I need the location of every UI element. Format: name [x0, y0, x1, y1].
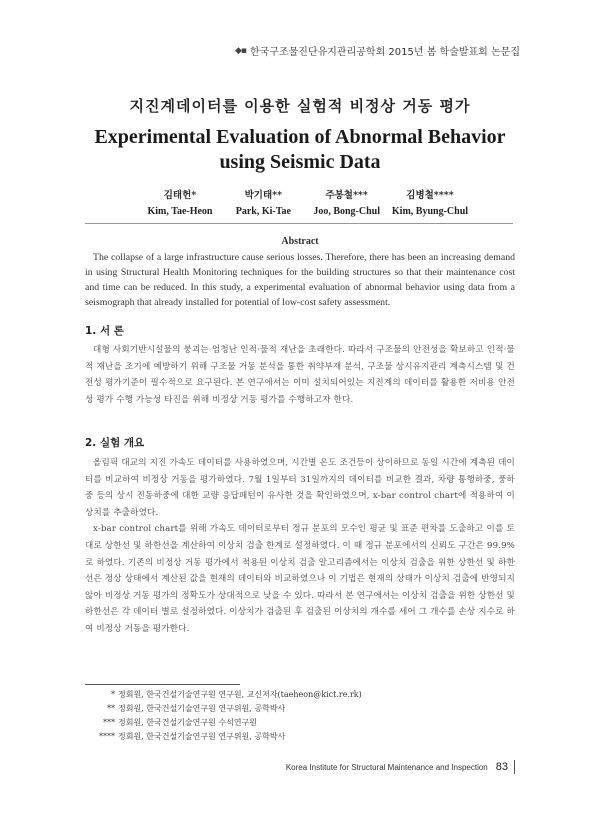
author-name-korean: 김태헌*: [163, 190, 197, 201]
journal-title: 한국구조물진단유지관리공학회 2015년 봄 학술발표회 논문집: [249, 47, 520, 58]
author-name-english: Joo, Bong-Chul: [313, 206, 380, 217]
title-divider: [85, 223, 513, 224]
author: [307, 187, 387, 217]
footnote-mark: ***: [103, 718, 115, 727]
footer-divider: [514, 760, 515, 774]
footnote-mark: **: [107, 704, 115, 713]
author-list: [140, 187, 470, 217]
footer-institution: Korea Institute for Structural Maintenance and Inspection: [285, 762, 488, 772]
page-number: 83: [495, 761, 508, 773]
footnote-divider: [85, 684, 240, 685]
footnote-text: 정회원, 한국건설기술연구원 수석연구원: [118, 718, 258, 727]
page-footer: [286, 760, 515, 774]
footnote: [85, 688, 362, 702]
author-name-english: Kim, Tae-Heon: [147, 206, 213, 217]
paragraph: 대형 사회기반시설물의 붕괴는 엄청난 인적·물적 재난을 초래한다. 따라서 구조물의 안전성을 확보하고 인적·물적 재난을 조기에 예방하기 위해 구조물 거동 분석을 통한 취약부재 분석, 구조물 상시유지관리 계측시스템 및 건전성 평가기준이 필수적으로 요구된다. 본 연구에서는 이미 설치되어있는 지진계의 데이터를 활용한 저비용 안전성 평가 수행 가능성 타진을 위해 비정상 거동 평가를 수행하고자 한다.: [85, 345, 515, 405]
section-2-heading: 2. 실험 개요: [85, 437, 145, 449]
footnote-text: 정회원, 한국건설기술연구원 연구위원, 공학박사: [118, 704, 286, 713]
journal-logo-icon: ◆▪: [234, 45, 246, 56]
section-2-body: [85, 455, 515, 638]
footnote: [85, 702, 362, 716]
journal-header: [235, 43, 520, 58]
author-name-korean: 주봉철***: [325, 190, 368, 201]
author-name-english: Kim, Byung-Chul: [391, 206, 469, 217]
author: [390, 187, 470, 217]
section-1-heading: 1. 서 론: [85, 325, 124, 337]
paragraph: 올림픽 대교의 지진 가속도 데이터를 사용하였으며, 시간별 온도 조건등이 상이하므로 동일 시간에 계측된 데이터를 비교하여 비정상 거동을 평가하였다. 7월 1일부터 31일까지의 데이터를 비교한 결과, 차량 통행하중, 풍하중 등의 상시 진동하중에 대한 교량 응답패턴이 유사한 것을 확인하였으며, x-bar control chart에 적용하여 이상치를 추출하였다.: [85, 458, 515, 518]
abstract-heading: Abstract: [281, 236, 319, 247]
footnote-text: 정회원, 한국건설기술연구원 연구위원, 공학박사: [118, 732, 286, 741]
author: [223, 187, 303, 217]
section-1-body: [85, 342, 515, 408]
footnote: [85, 730, 362, 744]
author-name-korean: 김병철****: [406, 190, 454, 201]
author: [140, 187, 220, 217]
paragraph: x-bar control chart를 위해 가속도 데이터로부터 정규 분포의 모수인 평균 및 표준 편차를 도출하고 이를 토대로 상한선 및 하한선을 계산하여 이상치 검출 한계로 설정하였다. 이 때 정규 분포에서의 신뢰도 구간은 99.9%로 하였다. 기존의 비정상 거동 평가에서 적용된 이상치 검출 알고리즘에서는 이상치 검출을 위한 상한선 및 하한선은 정상 상태에서 계산된 값을 현재의 데이터와 비교하였으나 이 기법은 현재의 상태가 이상치 검출에 반영되지 않아 비정상 거동 평가의 정확도가 상대적으로 낮을 수 있다. 따라서 본 연구에서는 이상치 검출을 위한 상한선 및 하한선은 각 데이터 별로 설정하였다. 이상치가 검출된 후 검출된 이상치의 개수를 세어 그 개수를 손상 지수로 하여 비정상 거동을 평가한다.: [85, 524, 515, 634]
paper-title-korean: 지진계데이터를 이용한 실험적 비정상 거동 평가: [129, 97, 471, 115]
abstract-body: The collapse of a large infrastructure cause serious losses. Therefore, there has been an increasing demand in using Structural Health Monitoring techniques for the building structures so that their maintenance cost and time can be reduced. In this study, a experimental evaluation of abnormal behavior using data from a seismograph that already installed for potential of low-cost safety assessment.: [85, 252, 515, 308]
author-name-english: Park, Ki-Tae: [235, 206, 291, 217]
footnote: [85, 716, 362, 730]
footnote-text: 정회원, 한국건설기술연구원 연구원, 교신저자(taeheon@kict.re.rk): [118, 690, 362, 699]
paper-title-english: Experimental Evaluation of Abnormal Behavior using Seismic Data: [94, 126, 506, 173]
footnote-mark: *: [111, 690, 115, 699]
author-name-korean: 박기태**: [244, 190, 283, 201]
footnote-mark: ****: [99, 732, 115, 741]
footnotes: [85, 688, 362, 744]
